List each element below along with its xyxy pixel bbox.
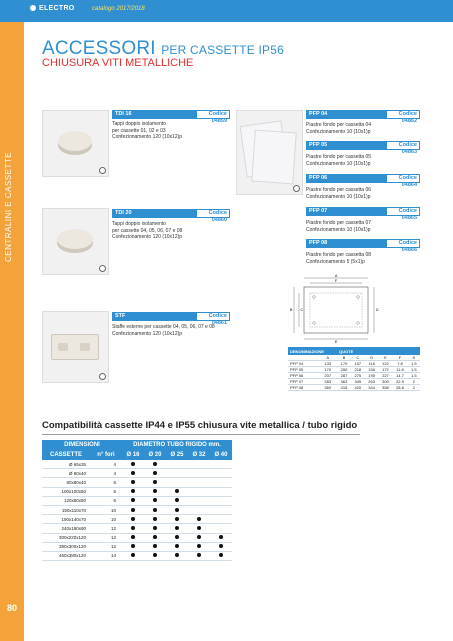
compat-cell [122, 515, 144, 524]
compatible-dot-icon [131, 480, 135, 484]
dims-col: C [351, 355, 365, 361]
compat-cell [210, 496, 232, 505]
product-photo-stf [42, 311, 109, 383]
dims-cell: 2 [408, 379, 420, 385]
cap-image [58, 131, 92, 151]
dims-cell: 170 [318, 367, 337, 373]
compatible-dot-icon [153, 489, 157, 493]
compatible-dot-icon [175, 535, 179, 539]
dims-cell: 263 [365, 379, 379, 385]
product-name: STF [115, 313, 126, 319]
dims-cell: 195 [365, 373, 379, 379]
hole-count: 12 [90, 524, 122, 533]
hole-count: 14 [90, 551, 122, 560]
desc-line: Confezionamento 120 (10x12)p [112, 330, 183, 337]
product-name: PFP 05 [309, 142, 328, 148]
compat-cell [188, 496, 210, 505]
desc-line: Confezionamento 10 (10x1)p [306, 128, 371, 135]
compat-head-dim: DIMENSIONI [42, 440, 122, 450]
compat-cell [122, 496, 144, 505]
table-row [42, 524, 232, 533]
compatible-dot-icon [175, 498, 179, 502]
dims-cell: 418 [337, 385, 351, 391]
dims-cell: 157 [351, 361, 365, 367]
dim-label-b: B [290, 308, 293, 312]
hole-count: 10 [90, 515, 122, 524]
product-code: Codice 04865 [386, 207, 420, 216]
compatible-dot-icon [153, 544, 157, 548]
compat-col: Ø 25 [166, 450, 188, 460]
compat-cell [188, 487, 210, 496]
table-row [42, 533, 232, 542]
table-row [42, 505, 232, 514]
compatible-dot-icon [153, 508, 157, 512]
compatible-dot-icon [131, 471, 135, 475]
compat-title: Compatibilità cassette IP44 e IP55 chiusura vite metallica / tubo rigido [42, 420, 358, 431]
title-sub: PER CASSETTE IP56 [161, 43, 284, 57]
dims-cell: 170 [337, 361, 351, 367]
dims-header-quote: QUOTE [337, 347, 420, 355]
dim-label-c: C [300, 308, 304, 312]
dims-cell: 172 [379, 367, 393, 373]
dims-col: D [365, 355, 379, 361]
compatible-dot-icon [131, 498, 135, 502]
compat-cell [166, 524, 188, 533]
product-code: Codice 04862 [386, 110, 420, 119]
desc-line: Confezionamento 5 (5x1)p [306, 258, 365, 265]
compatible-dot-icon [219, 553, 223, 557]
compatible-dot-icon [153, 498, 157, 502]
dims-row-name: PFP 08 [288, 385, 318, 391]
strap-image [51, 334, 99, 360]
compatible-dot-icon [153, 553, 157, 557]
compat-cell [122, 505, 144, 514]
desc-line: Staffe esterne per cassette 04, 05, 06, 07 e 08 [112, 324, 215, 330]
hole-count: 6 [90, 487, 122, 496]
dimensions-table [288, 347, 420, 391]
compatible-dot-icon [197, 517, 201, 521]
dims-cell: 1.5 [408, 367, 420, 373]
ip-badge-icon [293, 185, 300, 192]
compatible-dot-icon [153, 480, 157, 484]
compat-cell [210, 478, 232, 487]
section-label: CENTRALINI E CASSETTE [4, 151, 13, 262]
compat-cell [210, 551, 232, 560]
compat-cell [188, 505, 210, 514]
table-row [42, 551, 232, 560]
box-size: Ø 65x35 [42, 460, 90, 469]
compat-cell [144, 542, 166, 551]
compat-head-diam: DIAMETRO TUBO RIGIDO mm. [122, 440, 232, 450]
compat-cell [166, 460, 188, 469]
compat-cell [144, 515, 166, 524]
hole-count: 12 [90, 533, 122, 542]
dims-col: S [408, 355, 420, 361]
plate-technical-drawing [288, 273, 384, 345]
dims-cell: 283 [318, 379, 337, 385]
compat-cell [166, 469, 188, 478]
desc-line: Tappi doppio isolamento [112, 221, 166, 227]
product-header-tdi20 [112, 209, 230, 223]
compat-cell [144, 487, 166, 496]
dims-col: F [392, 355, 407, 361]
brand-logo [30, 5, 75, 12]
product-desc-stf [112, 324, 215, 337]
compatible-dot-icon [153, 535, 157, 539]
dims-cell: 309 [379, 379, 393, 385]
product-code: Codice 04860 [196, 209, 230, 218]
compat-col: Ø 32 [188, 450, 210, 460]
compat-cell [210, 469, 232, 478]
catalog-label: catalogo 2017/2018 [92, 6, 145, 12]
product-header-pfp04 [306, 110, 420, 124]
compatible-dot-icon [175, 508, 179, 512]
desc-line: Piastre fondo per cassetta 06 [306, 187, 372, 193]
dims-cell: 2 [408, 385, 420, 391]
table-row [42, 496, 232, 505]
product-desc-pfp08 [306, 252, 371, 265]
box-size: 100x100x50 [42, 487, 90, 496]
page-number: 80 [0, 593, 24, 623]
desc-line: Piastre fondo per cassetta 05 [306, 154, 372, 160]
compat-cell [166, 551, 188, 560]
box-size: 300x220x120 [42, 533, 90, 542]
compatible-dot-icon [131, 508, 135, 512]
title-main: ACCESSORI [42, 38, 156, 59]
dims-cell: 207 [318, 373, 337, 379]
product-name: TDI 16 [115, 111, 132, 117]
product-code: Codice 04859 [196, 110, 230, 119]
dims-col: B [337, 355, 351, 361]
box-size: 380x300x120 [42, 542, 90, 551]
table-row [288, 385, 420, 391]
hole-count: 12 [90, 542, 122, 551]
compat-cell [166, 505, 188, 514]
compat-cell [166, 487, 188, 496]
box-size: 190x140x70 [42, 515, 90, 524]
dims-cell: 11.8 [392, 367, 407, 373]
desc-line: Confezionamento 10 (10x1)p [306, 160, 371, 167]
box-size: 120x80x50 [42, 496, 90, 505]
product-code: Codice 04864 [386, 174, 420, 183]
dim-label-f: F [335, 279, 338, 283]
product-name: TDI 20 [115, 210, 132, 216]
compatible-dot-icon [219, 544, 223, 548]
brand-name: ELECTRO [39, 5, 75, 12]
ip-badge-icon [99, 373, 106, 380]
desc-line: Piastre fondo per cassetta 07 [306, 220, 372, 226]
dims-cell: 1.5 [408, 373, 420, 379]
side-tab [0, 22, 24, 641]
compat-cell [188, 551, 210, 560]
compat-cell [188, 478, 210, 487]
dims-col: A [318, 355, 337, 361]
compat-cell [210, 460, 232, 469]
dims-cell: 227 [379, 373, 393, 379]
product-code: Codice 04863 [386, 141, 420, 150]
product-name: PFP 04 [309, 111, 328, 117]
brand-mark-icon [30, 5, 36, 11]
compat-cell [144, 478, 166, 487]
ip-badge-icon [99, 265, 106, 272]
compat-cell [122, 469, 144, 478]
compat-col: Ø 16 [122, 450, 144, 460]
box-size: 460x380x120 [42, 551, 90, 560]
box-size: 240x190x90 [42, 524, 90, 533]
compat-cell [166, 542, 188, 551]
top-header-bar [0, 0, 453, 22]
ip-badge-icon [99, 167, 106, 174]
compatible-dot-icon [175, 544, 179, 548]
compatible-dot-icon [197, 553, 201, 557]
compat-table [42, 440, 232, 561]
compat-cell [210, 487, 232, 496]
compatible-dot-icon [175, 553, 179, 557]
product-desc-pfp04 [306, 122, 371, 135]
hole-count: 10 [90, 505, 122, 514]
dims-cell: 360 [318, 385, 337, 391]
compat-cell [122, 533, 144, 542]
dims-cell: 218 [351, 367, 365, 373]
box-size: Ø 80x40 [42, 469, 90, 478]
compat-cell [188, 524, 210, 533]
table-row [42, 515, 232, 524]
compat-cell [122, 460, 144, 469]
dims-cell: 275 [351, 373, 365, 379]
dims-col: E [379, 355, 393, 361]
product-photo-tdi20 [42, 208, 109, 275]
desc-line: Piastre fondo per cassetta 08 [306, 252, 372, 258]
product-header-pfp08 [306, 239, 420, 253]
compatible-dot-icon [131, 553, 135, 557]
table-row [42, 469, 232, 478]
compat-cell [188, 542, 210, 551]
desc-line: Piastre fondo per cassetta 04 [306, 122, 372, 128]
compat-cell [122, 524, 144, 533]
product-name: PFP 07 [309, 208, 328, 214]
compatible-dot-icon [131, 544, 135, 548]
product-code: Codice 04866 [386, 239, 420, 248]
product-header-pfp05 [306, 141, 420, 155]
compatible-dot-icon [131, 462, 135, 466]
hole-count: 6 [90, 478, 122, 487]
dims-row-name: PFP 06 [288, 373, 318, 379]
dims-cell: 1.5 [408, 361, 420, 367]
product-header-pfp06 [306, 174, 420, 188]
dims-row-name: PFP 07 [288, 379, 318, 385]
product-code: Codice 04861 [196, 312, 230, 321]
compat-cell [210, 505, 232, 514]
cap-image [57, 229, 93, 249]
compatible-dot-icon [197, 526, 201, 530]
compat-cell [166, 515, 188, 524]
hole-count: 6 [90, 496, 122, 505]
compat-cell [144, 469, 166, 478]
dim-label-d: D [376, 308, 379, 312]
dims-cell: 158 [365, 367, 379, 373]
product-name: PFP 08 [309, 240, 328, 246]
compat-cell [188, 469, 210, 478]
dims-cell: 345 [351, 379, 365, 385]
compat-cell [166, 478, 188, 487]
dims-cell: 420 [351, 385, 365, 391]
compat-cell [166, 496, 188, 505]
compatible-dot-icon [153, 471, 157, 475]
product-desc-pfp06 [306, 187, 371, 200]
dim-label-e: E [335, 340, 338, 344]
compat-cell [210, 533, 232, 542]
dims-cell: 358 [379, 385, 393, 391]
compat-col: Ø 20 [144, 450, 166, 460]
compatible-dot-icon [153, 526, 157, 530]
dims-cell: 14.7 [392, 373, 407, 379]
dims-row-name: PFP 05 [288, 367, 318, 373]
compat-cell [144, 533, 166, 542]
divider [42, 434, 360, 435]
compatible-dot-icon [131, 526, 135, 530]
box-size: 150x110x70 [42, 505, 90, 514]
dims-header-name: DENOMINAZIONE [288, 347, 337, 355]
compat-cell [188, 533, 210, 542]
compatible-dot-icon [131, 489, 135, 493]
desc-line: Tappi doppio isolamento [112, 121, 166, 127]
dims-cell: 28.8 [392, 385, 407, 391]
dims-cell: 7.8 [392, 361, 407, 367]
compat-cell [144, 460, 166, 469]
compatible-dot-icon [175, 489, 179, 493]
compat-cell [122, 487, 144, 496]
desc-line: Confezionamento 120 (10x12)p [112, 234, 183, 240]
desc-line: Confezionamento 10 (10x1)p [306, 193, 371, 200]
hole-count: 4 [90, 460, 122, 469]
desc-line: per cassette 01, 02 e 03 [112, 127, 166, 134]
product-name: PFP 06 [309, 175, 328, 181]
compatible-dot-icon [197, 544, 201, 548]
box-size: 80x80x40 [42, 478, 90, 487]
product-desc-tdi16 [112, 121, 182, 141]
compat-cell [144, 551, 166, 560]
compatible-dot-icon [153, 517, 157, 521]
dims-cell: 287 [337, 373, 351, 379]
compatible-dot-icon [131, 535, 135, 539]
dim-label-a: A [335, 274, 338, 278]
table-row [42, 487, 232, 496]
compatible-dot-icon [131, 517, 135, 521]
dims-row-name: PFP 04 [288, 361, 318, 367]
plate-image [251, 130, 297, 185]
dims-cell: 133 [318, 361, 337, 367]
dims-cell: 363 [337, 379, 351, 385]
product-desc-tdi20 [112, 221, 182, 241]
dims-cell: 250 [337, 367, 351, 373]
compat-col: CASSETTE [42, 450, 90, 460]
compat-cell [122, 542, 144, 551]
compat-cell [144, 505, 166, 514]
product-header-stf [112, 312, 230, 326]
product-photo-tdi16 [42, 110, 109, 177]
compat-cell [210, 542, 232, 551]
product-desc-pfp07 [306, 220, 371, 233]
product-desc-pfp05 [306, 154, 371, 167]
compatible-dot-icon [219, 535, 223, 539]
product-photo-pfp [236, 110, 303, 195]
compat-cell [166, 533, 188, 542]
table-row [42, 478, 232, 487]
desc-line: Confezionamento 10 (10x1)p [306, 226, 371, 233]
compat-cell [122, 478, 144, 487]
product-header-pfp07 [306, 207, 420, 221]
compatible-dot-icon [175, 517, 179, 521]
compat-cell [122, 551, 144, 560]
desc-line: per cassette 04, 05, 06, 07 e 08 [112, 227, 183, 234]
page-subtitle: CHIUSURA VITI METALLICHE [42, 57, 194, 69]
compat-col: n° fori [90, 450, 122, 460]
dims-cell: 118 [365, 361, 379, 367]
dims-cell: 22.9 [392, 379, 407, 385]
hole-count: 4 [90, 469, 122, 478]
dims-cell: 122 [379, 361, 393, 367]
compat-cell [188, 515, 210, 524]
table-row [42, 542, 232, 551]
compat-col: Ø 40 [210, 450, 232, 460]
dims-cell: 344 [365, 385, 379, 391]
compatible-dot-icon [153, 462, 157, 466]
table-row [42, 460, 232, 469]
compat-cell [144, 496, 166, 505]
compatible-dot-icon [175, 526, 179, 530]
compat-cell [210, 515, 232, 524]
desc-line: Confezionamento 120 (10x12)p [112, 134, 183, 140]
compat-cell [210, 524, 232, 533]
compat-cell [188, 460, 210, 469]
compatible-dot-icon [197, 535, 201, 539]
compat-cell [144, 524, 166, 533]
